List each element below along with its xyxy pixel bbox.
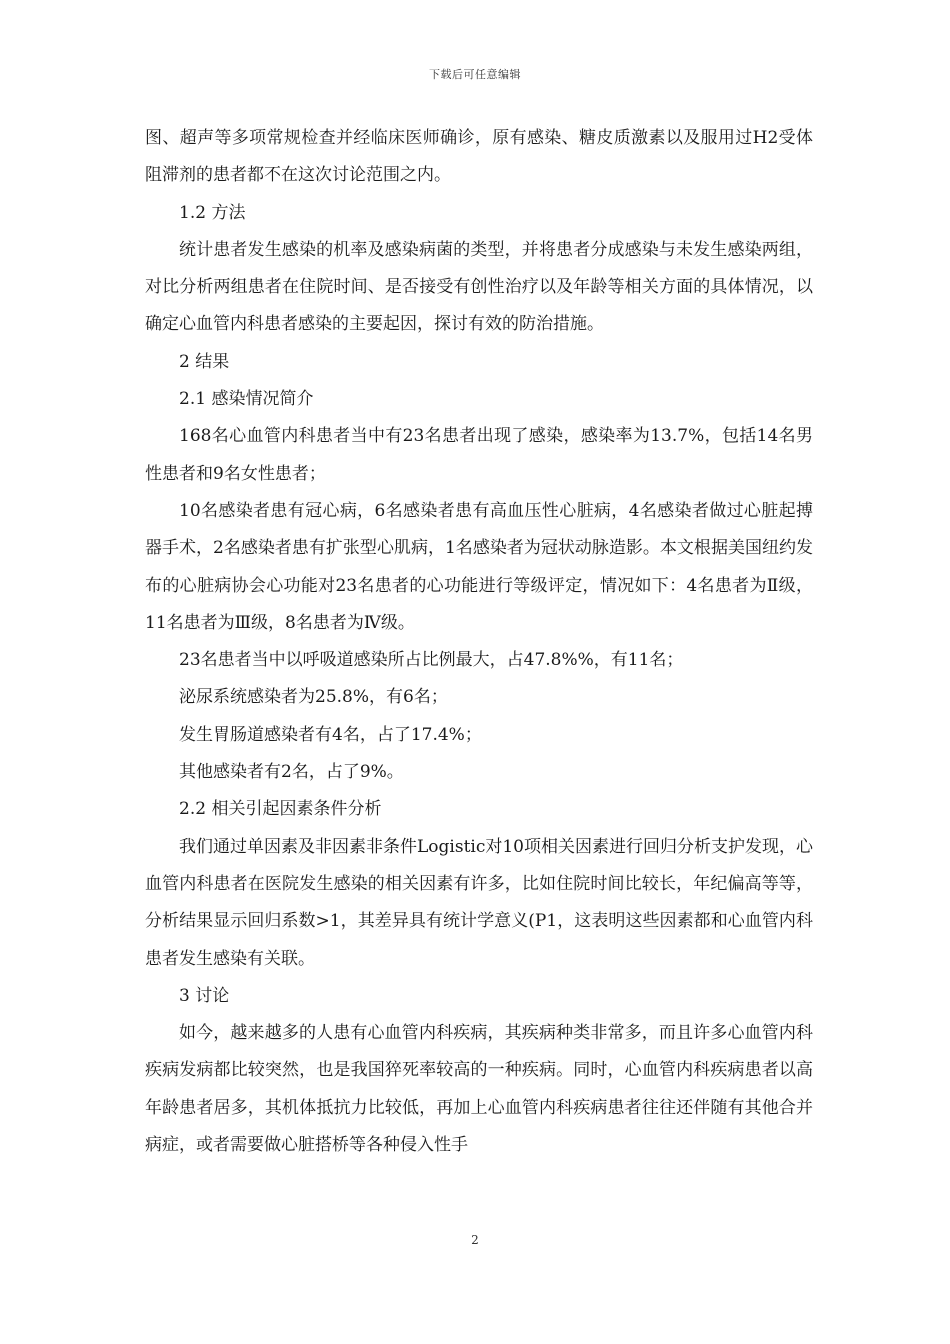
- page-header: 下载后可任意编辑: [429, 68, 521, 81]
- paragraph-other-infections: 其他感染者有2名，占了9%。: [179, 762, 404, 783]
- paragraph-respiratory: 23名患者当中以呼吸道感染所占比例最大，占47.8%%，有11名；: [179, 650, 684, 671]
- paragraph-exam-criteria: 图、超声等多项常规检查并经临床医师确诊，原有感染、糖皮质激素以及服用过H2受体阻滞剂的患者都不在这次讨论范围之内。: [145, 128, 813, 186]
- page-number: 2: [471, 1233, 479, 1247]
- section-heading-methods: 1.2 方法: [179, 202, 246, 223]
- section-heading-infection-overview: 2.1 感染情况简介: [179, 389, 314, 410]
- paragraph-logistic-analysis: 我们通过单因素及非因素非条件Logistic对10项相关因素进行回归分析支护发现，心血管内科患者在医院发生感染的相关因素有许多，比如住院时间比较长，年纪偏高等等，分析结果显示回归系数>1，其差异具有统计学意义(P1，这表明这些因素都和心血管内科患者发生感染有关联。: [145, 836, 813, 969]
- paragraph-methods: 统计患者发生感染的机率及感染病菌的类型，并将患者分成感染与未发生感染两组，对比分析两组患者在住院时间、是否接受有创性治疗以及年龄等相关方面的具体情况，以确定心血管内科患者感染的主要起因，探讨有效的防治措施。: [145, 239, 813, 335]
- section-heading-discussion: 3 讨论: [179, 985, 230, 1006]
- paragraph-discussion: 如今，越来越多的人患有心血管内科疾病，其疾病种类非常多，而且许多心血管内科疾病发病都比较突然，也是我国猝死率较高的一种疾病。同时，心血管内科疾病患者以高年龄患者居多，其机体抵抗力比较低，再加上心血管内科疾病患者往往还伴随有其他合并病症，或者需要做心脏搭桥等各种侵入性手: [145, 1023, 813, 1156]
- paragraph-urinary: 泌尿系统感染者为25.8%，有6名；: [179, 687, 448, 708]
- paragraph-infection-diseases: 10名感染者患有冠心病，6名感染者患有高血压性心脏病，4名感染者做过心脏起搏器手术，2名感染者患有扩张型心肌病，1名感染者为冠状动脉造影。本文根据美国纽约发布的心脏病协会心功能对23名患者的心功能进行等级评定，情况如下：4名患者为Ⅱ级，11名患者为Ⅲ级，8名患者为Ⅳ级。: [145, 500, 813, 633]
- document-body: [145, 120, 813, 1164]
- section-heading-factor-analysis: 2.2 相关引起因素条件分析: [179, 799, 382, 820]
- paragraph-gastrointestinal: 发生胃肠道感染者有4名，占了17.4%；: [179, 724, 482, 745]
- section-heading-results: 2 结果: [179, 351, 230, 372]
- paragraph-infection-rate: 168名心血管内科患者当中有23名患者出现了感染，感染率为13.7%，包括14名男性患者和9名女性患者；: [145, 426, 813, 484]
